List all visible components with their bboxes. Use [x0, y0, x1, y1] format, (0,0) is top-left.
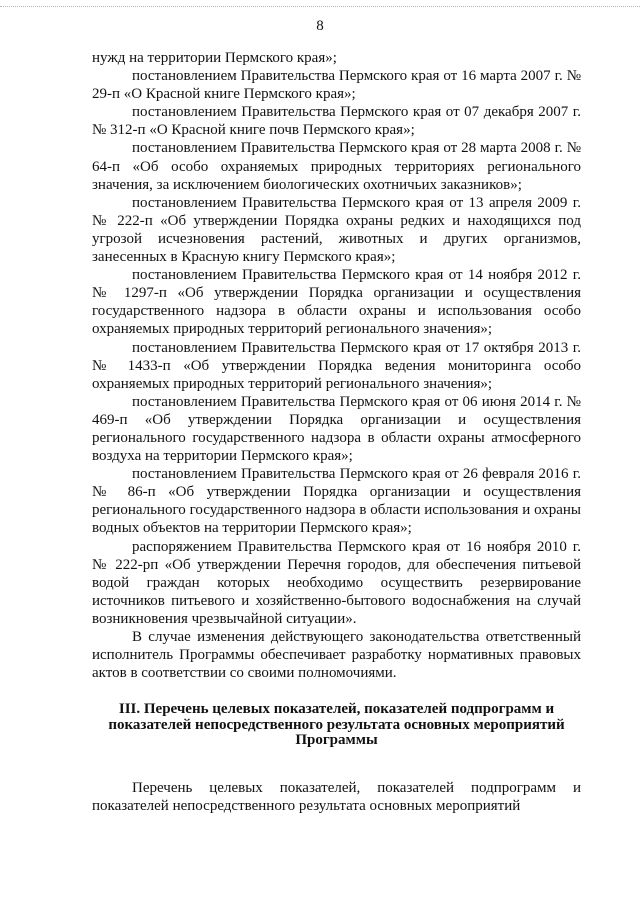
paragraph-10: В случае изменения действующего законодательства ответственный исполнитель Программы обеспечивает разработку нормативных правовых актов в соответствии со своими полномочиями.	[92, 629, 581, 682]
paragraph-4: постановлением Правительства Пермского края от 13 апреля 2009 г. № 222-п «Об утверждении Порядка охраны редких и находящихся под угрозой исчезновения растений, животных и других организмов, занесенных в Красную книгу Пермского края»;	[92, 194, 581, 266]
section-heading: III. Перечень целевых показателей, показателей подпрограмм и показателей непосредственного результата основных мероприятий Программы	[108, 701, 565, 749]
paragraph-6: постановлением Правительства Пермского края от 17 октября 2013 г. № 1433-п «Об утверждении Порядка ведения мониторинга особо охраняемых природных территорий регионального значения»;	[92, 339, 581, 392]
paragraph-0: нужд на территории Пермского края»;	[92, 50, 337, 66]
paragraph-5: постановлением Правительства Пермского края от 14 ноября 2012 г. № 1297-п «Об утверждении Порядка организации и осуществления государственного надзора в области охраны и использования особо охраняемых природных территорий регионального значения»;	[92, 267, 581, 338]
paragraph-8: постановлением Правительства Пермского края от 26 февраля 2016 г. № 86-п «Об утверждении Порядка организации и осуществления регионального государственного надзора в области использования и охраны водных объектов на территории Пермского края»;	[92, 466, 581, 537]
page-number: 8	[316, 18, 324, 34]
paragraph-2: постановлением Правительства Пермского края от 07 декабря 2007 г. № 312-п «О Красной книге почв Пермского края»;	[92, 104, 581, 139]
document-body	[92, 49, 581, 815]
paragraph-7: постановлением Правительства Пермского края от 06 июня 2014 г. № 469-п «Об утверждении Порядка организации и осуществления регионального государственного надзора в области охраны атмосферного воздуха на территории Пермского края»;	[92, 393, 581, 465]
spacer	[92, 749, 581, 779]
top-border-line	[0, 0, 640, 7]
final-paragraph: Перечень целевых показателей, показателей подпрограмм и показателей непосредственного результата основных мероприятий	[92, 780, 581, 815]
paragraph-1: постановлением Правительства Пермского края от 16 марта 2007 г. № 29-п «О Красной книге Пермского края»;	[92, 68, 581, 103]
paragraph-9: распоряжением Правительства Пермского края от 16 ноября 2010 г. № 222-рп «Об утверждении Перечня городов, для обеспечения питьевой водой граждан которых необходимо осуществить резервирование источников питьевого и хозяйственно-бытового водоснабжения на случай возникновения чрезвычайной ситуации».	[92, 538, 581, 627]
spacer	[92, 682, 581, 702]
paragraph-3: постановлением Правительства Пермского края от 28 марта 2008 г. № 64-п «Об особо охраняемых природных территориях регионального значения, за исключением биологических охотничьих заказников»;	[92, 140, 581, 193]
